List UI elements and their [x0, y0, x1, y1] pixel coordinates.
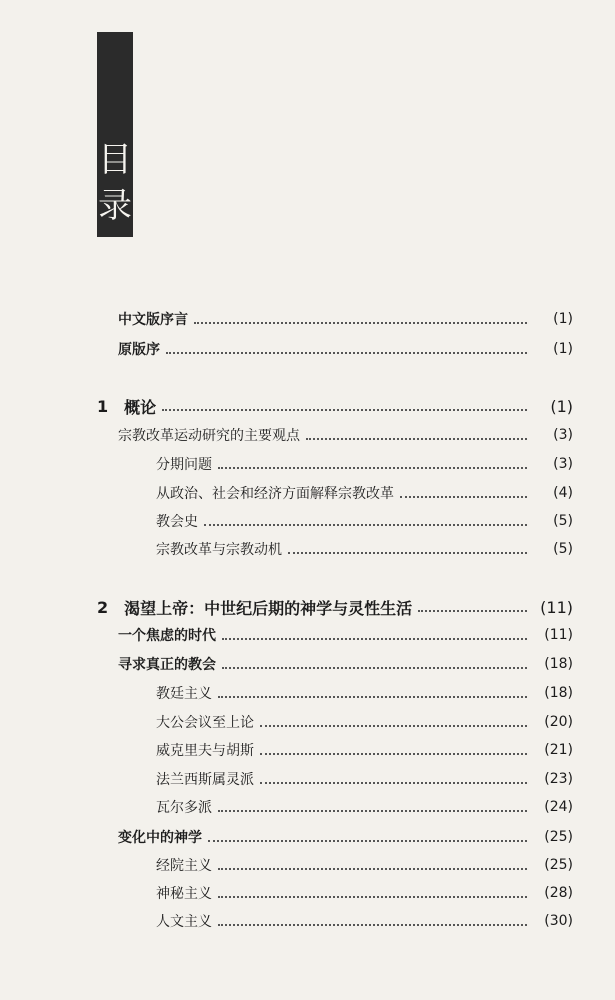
dot-leader [260, 753, 527, 755]
toc-page-number: (11) [544, 627, 573, 643]
toc-title-char-2: 录 [98, 186, 132, 226]
toc-page-number: (5) [553, 541, 573, 557]
dot-leader [218, 868, 527, 870]
toc-page-number: (21) [544, 742, 573, 758]
toc-page-number: (3) [553, 456, 573, 472]
dot-leader [208, 840, 527, 842]
toc-page-number: (28) [544, 885, 573, 901]
toc-entry[interactable] [156, 451, 573, 477]
dot-leader [162, 409, 527, 411]
toc-page-number: (25) [544, 829, 573, 845]
dot-leader [260, 725, 527, 727]
toc-entry[interactable] [156, 709, 573, 735]
toc-entry[interactable] [156, 880, 573, 906]
chapter-number: 1 [97, 396, 109, 416]
toc-entry[interactable] [118, 824, 573, 850]
dot-leader [222, 638, 527, 640]
toc-entry-label: 大公会议至上论 [156, 715, 254, 731]
toc-page-number: (1) [550, 396, 573, 416]
dot-leader [288, 552, 527, 554]
toc-page-number: (4) [553, 485, 573, 501]
toc-entry-label: 法兰西斯属灵派 [156, 772, 254, 788]
toc-entry[interactable] [156, 766, 573, 792]
toc-entry[interactable] [118, 306, 573, 332]
toc-entry-label: 神秘主义 [156, 886, 212, 902]
dot-leader [218, 924, 527, 926]
toc-page-number: (23) [544, 771, 573, 787]
toc-page-number: (11) [540, 597, 573, 617]
dot-leader [260, 782, 527, 784]
toc-entry[interactable] [118, 651, 573, 677]
toc-entry[interactable] [118, 336, 573, 362]
toc-page-number: (24) [544, 799, 573, 815]
toc-page-number: (3) [553, 427, 573, 443]
toc-entry[interactable] [118, 622, 573, 648]
dot-leader [218, 467, 527, 469]
toc-entry[interactable] [156, 508, 573, 534]
toc-entry[interactable] [156, 737, 573, 763]
toc-entry-label: 威克里夫与胡斯 [156, 743, 254, 759]
toc-entry-label: 中文版序言 [118, 312, 188, 328]
toc-page-number: (1) [553, 341, 573, 357]
toc-page-number: (30) [544, 913, 573, 929]
toc-entry-label: 人文主义 [156, 914, 212, 930]
dot-leader [166, 352, 527, 354]
toc-entry[interactable] [156, 794, 573, 820]
dot-leader [204, 524, 527, 526]
toc-entry[interactable] [156, 908, 573, 934]
toc-page-number: (18) [544, 685, 573, 701]
toc-entry-label: 分期问题 [156, 457, 212, 473]
dot-leader [218, 810, 527, 812]
toc-entry-label: 瓦尔多派 [156, 800, 212, 816]
toc-entry[interactable] [156, 480, 573, 506]
toc-page-number: (18) [544, 656, 573, 672]
toc-entry-label: 经院主义 [156, 858, 212, 874]
toc-entry-label: 从政治、社会和经济方面解释宗教改革 [156, 486, 394, 502]
toc-chapter-entry[interactable] [97, 594, 573, 620]
dot-leader [218, 696, 527, 698]
dot-leader [400, 496, 527, 498]
toc-entry[interactable] [156, 680, 573, 706]
dot-leader [306, 438, 527, 440]
toc-entry-label: 渴望上帝：中世纪后期的神学与灵性生活 [124, 598, 413, 618]
toc-page-number: (1) [553, 311, 573, 327]
toc-page-number: (25) [544, 857, 573, 873]
toc-entry-label: 原版序 [118, 342, 160, 358]
toc-title-char-1: 目 [98, 140, 132, 180]
toc-entry-label: 宗教改革与宗教动机 [156, 542, 282, 558]
toc-entry-label: 寻求真正的教会 [118, 657, 216, 673]
dot-leader [218, 896, 527, 898]
toc-entry[interactable] [156, 852, 573, 878]
toc-entry-label: 宗教改革运动研究的主要观点 [118, 428, 300, 444]
toc-entry-label: 教廷主义 [156, 686, 212, 702]
toc-page-number: (5) [553, 513, 573, 529]
toc-entry-label: 变化中的神学 [118, 830, 202, 846]
chapter-number: 2 [97, 597, 109, 617]
toc-entry[interactable] [118, 422, 573, 448]
toc-entry[interactable] [156, 536, 573, 562]
toc-chapter-entry[interactable] [97, 393, 573, 419]
toc-title-block [97, 32, 133, 237]
toc-page-number: (20) [544, 714, 573, 730]
dot-leader [194, 322, 527, 324]
toc-entry-label: 一个焦虑的时代 [118, 628, 216, 644]
toc-entry-label: 教会史 [156, 514, 198, 530]
dot-leader [418, 610, 527, 612]
toc-entry-label: 概论 [124, 397, 157, 417]
dot-leader [222, 667, 527, 669]
